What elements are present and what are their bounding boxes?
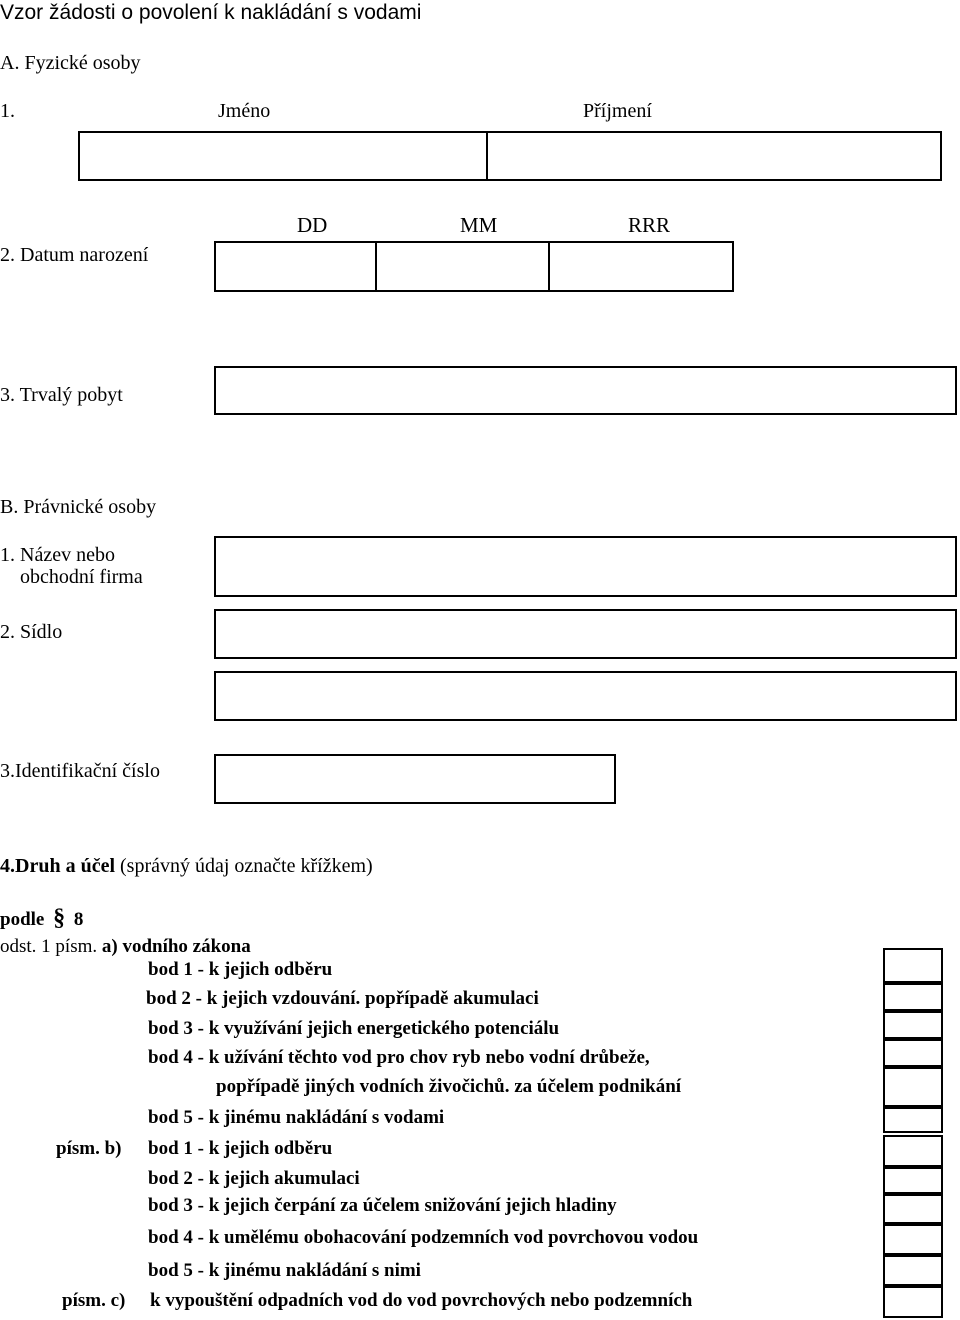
section-a-heading: A. Fyzické osoby bbox=[0, 52, 141, 74]
checkbox-b-2[interactable] bbox=[883, 1167, 943, 1194]
company-name-label-1: 1. Název nebo bbox=[0, 544, 115, 566]
item-b-1: bod 1 - k jejich odběru bbox=[148, 1138, 333, 1159]
question-4-heading bbox=[0, 856, 373, 876]
name-field-divider bbox=[486, 133, 488, 179]
question-4-note: (správný údaj označte křížkem) bbox=[120, 855, 373, 877]
residence-label: 3. Trvalý pobyt bbox=[0, 384, 123, 406]
seat-field-2[interactable] bbox=[214, 671, 957, 721]
seat-label: 2. Sídlo bbox=[0, 621, 63, 643]
odst-text: odst. 1 písm. bbox=[0, 936, 98, 957]
item-a-5: bod 5 - k jinému nakládání s vodami bbox=[148, 1107, 445, 1128]
odst-line bbox=[0, 937, 251, 956]
pism-c-label: písm. c) bbox=[62, 1290, 126, 1311]
item-a-1: bod 1 - k jejich odběru bbox=[148, 959, 333, 980]
company-name-label-2: obchodní firma bbox=[20, 566, 143, 588]
checkbox-a-3[interactable] bbox=[883, 1011, 943, 1039]
checkbox-a-5[interactable] bbox=[883, 1107, 943, 1133]
pism-b-label: písm. b) bbox=[56, 1138, 122, 1159]
item-c: k vypouštění odpadních vod do vod povrchových nebo podzemních bbox=[150, 1290, 693, 1311]
paragraph-number: 8 bbox=[73, 909, 84, 930]
item-a-2: bod 2 - k jejich vzdouvání. popřípadě akumulaci bbox=[146, 988, 539, 1009]
checkbox-b-5[interactable] bbox=[883, 1255, 943, 1286]
item-a-3: bod 3 - k využívání jejich energetického potenciálu bbox=[148, 1018, 560, 1039]
checkbox-b-1[interactable] bbox=[883, 1135, 943, 1167]
id-number-field[interactable] bbox=[214, 754, 616, 804]
id-number-label: 3.Identifikační číslo bbox=[0, 760, 160, 782]
checkbox-a-4[interactable] bbox=[883, 1039, 943, 1067]
checkbox-a-1[interactable] bbox=[883, 948, 943, 983]
birth-date-divider-2 bbox=[548, 243, 550, 290]
pism-a-text: a) vodního zákona bbox=[101, 936, 251, 957]
birth-date-divider-1 bbox=[375, 243, 377, 290]
year-label: RRR bbox=[628, 213, 671, 237]
day-label: DD bbox=[297, 213, 328, 237]
section-b-heading: B. Právnické osoby bbox=[0, 496, 157, 518]
item-b-4: bod 4 - k umělému obohacování podzemních vod povrchovou vodou bbox=[148, 1227, 699, 1248]
item-a-4-cont: popřípadě jiných vodních živočichů. za účelem podnikání bbox=[216, 1076, 682, 1097]
last-name-label: Příjmení bbox=[583, 100, 652, 122]
seat-field-1[interactable] bbox=[214, 609, 957, 659]
birth-date-field[interactable] bbox=[214, 241, 734, 292]
paragraph-sign: § bbox=[53, 905, 66, 931]
company-name-field[interactable] bbox=[214, 536, 957, 597]
form-title: Vzor žádosti o povolení k nakládání s vodami bbox=[0, 1, 422, 24]
item-a-4: bod 4 - k užívání těchto vod pro chov ryb nebo vodní drůbeže, bbox=[148, 1047, 650, 1068]
checkbox-c[interactable] bbox=[883, 1286, 943, 1318]
item-b-2: bod 2 - k jejich akumulaci bbox=[148, 1168, 360, 1189]
item-b-3: bod 3 - k jejich čerpání za účelem snižování jejich hladiny bbox=[148, 1195, 617, 1216]
checkbox-b-4[interactable] bbox=[883, 1224, 943, 1255]
checkbox-a-4-cont[interactable] bbox=[883, 1067, 943, 1107]
item-b-5: bod 5 - k jinému nakládání s nimi bbox=[148, 1260, 421, 1281]
checkbox-a-2[interactable] bbox=[883, 983, 943, 1011]
podle-line bbox=[0, 906, 83, 930]
question-4-number: 4. bbox=[0, 855, 15, 877]
podle-text: podle bbox=[0, 909, 45, 930]
residence-field[interactable] bbox=[214, 366, 957, 415]
name-field[interactable] bbox=[78, 131, 942, 181]
birth-date-label: 2. Datum narození bbox=[0, 244, 149, 266]
month-label: MM bbox=[460, 213, 498, 237]
question-4-bold: Druh a účel bbox=[15, 855, 115, 877]
question-1-number: 1. bbox=[0, 100, 15, 122]
checkbox-b-3[interactable] bbox=[883, 1194, 943, 1224]
first-name-label: Jméno bbox=[218, 100, 271, 122]
